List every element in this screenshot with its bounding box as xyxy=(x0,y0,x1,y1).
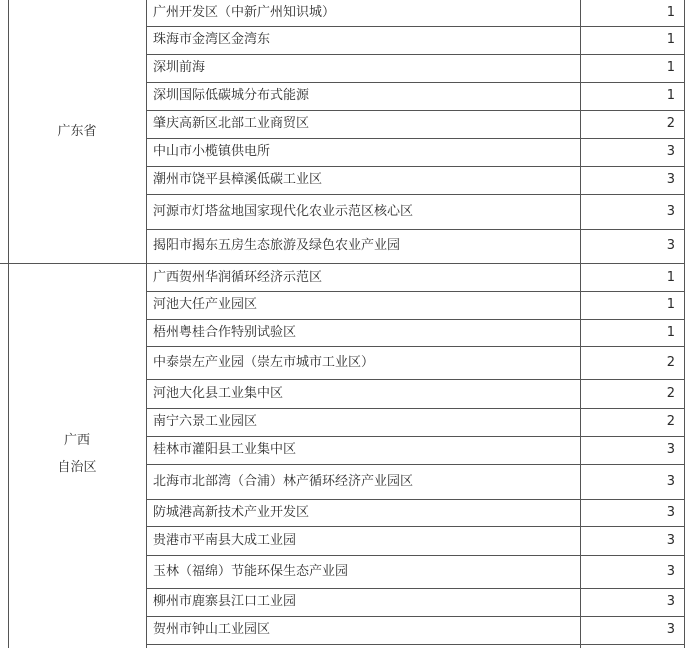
project-name: 河池大任产业园区 xyxy=(153,297,258,312)
project-name: 北海市北部湾（合浦）林产循环经济产业园区 xyxy=(153,473,414,489)
project-level: 3 xyxy=(666,532,675,548)
row-divider xyxy=(146,499,685,500)
row-divider xyxy=(146,526,685,527)
group-divider xyxy=(0,263,685,264)
project-level: 3 xyxy=(666,237,675,253)
project-level: 1 xyxy=(666,297,675,312)
project-name: 河池大化县工业集中区 xyxy=(153,385,284,401)
project-name: 桂林市灌阳县工业集中区 xyxy=(153,442,297,457)
row-divider xyxy=(146,26,685,27)
row-divider xyxy=(146,346,685,347)
row-divider xyxy=(146,379,685,380)
project-name: 贺州市钟山工业园区 xyxy=(153,622,271,637)
row-divider xyxy=(146,54,685,55)
project-level: 1 xyxy=(666,88,675,103)
project-name: 贵港市平南县大成工业园 xyxy=(153,532,297,548)
row-divider xyxy=(146,436,685,437)
row-divider xyxy=(146,194,685,195)
project-level: 2 xyxy=(666,116,675,131)
column-divider xyxy=(8,0,9,648)
row-divider xyxy=(146,644,685,645)
project-level: 3 xyxy=(666,594,675,609)
region-name: 自治区 xyxy=(57,460,97,475)
project-level: 3 xyxy=(666,504,675,520)
project-name: 深圳国际低碳城分布式能源 xyxy=(153,88,310,103)
project-name: 柳州市鹿寨县江口工业园 xyxy=(153,594,297,609)
project-level: 1 xyxy=(666,269,675,285)
row-divider xyxy=(146,110,685,111)
project-name: 揭阳市揭东五房生态旅游及绿色农业产业园 xyxy=(153,237,401,253)
project-name: 中泰崇左产业园（崇左市城市工业区） xyxy=(153,354,375,370)
row-divider xyxy=(146,588,685,589)
project-name: 玉林（福绵）节能环保生态产业园 xyxy=(153,563,349,579)
project-level: 3 xyxy=(666,442,675,457)
project-name: 珠海市金湾区金湾东 xyxy=(153,32,271,47)
project-name: 深圳前海 xyxy=(153,60,206,75)
column-divider xyxy=(684,0,685,648)
row-divider xyxy=(146,616,685,617)
row-divider xyxy=(146,408,685,409)
project-name: 广州开发区（中新广州知识城） xyxy=(153,5,336,20)
project-name: 广西贺州华润循环经济示范区 xyxy=(153,269,323,285)
row-divider xyxy=(146,229,685,230)
row-divider xyxy=(146,291,685,292)
row-divider xyxy=(146,82,685,83)
project-level: 1 xyxy=(666,324,675,340)
project-name: 梧州粤桂合作特别试验区 xyxy=(153,324,297,340)
project-level: 3 xyxy=(666,622,675,637)
project-level: 3 xyxy=(666,563,675,579)
project-name: 中山市小榄镇供电所 xyxy=(153,144,271,159)
row-divider xyxy=(146,464,685,465)
region-name: 广西 xyxy=(63,433,90,448)
project-level: 2 xyxy=(666,385,675,401)
project-level: 2 xyxy=(666,414,675,429)
row-divider xyxy=(146,166,685,167)
column-divider xyxy=(580,0,581,648)
project-name: 南宁六景工业园区 xyxy=(153,414,258,429)
project-level: 3 xyxy=(666,172,675,187)
project-level: 1 xyxy=(666,5,675,20)
project-level: 1 xyxy=(666,32,675,47)
project-level: 1 xyxy=(666,60,675,75)
project-level: 2 xyxy=(666,354,675,370)
project-level: 3 xyxy=(666,203,675,219)
column-divider xyxy=(146,0,147,648)
project-name: 潮州市饶平县樟溪低碳工业区 xyxy=(153,172,323,187)
project-name: 肇庆高新区北部工业商贸区 xyxy=(153,116,310,131)
project-name: 防城港高新技术产业开发区 xyxy=(153,504,310,520)
row-divider xyxy=(146,555,685,556)
row-divider xyxy=(146,138,685,139)
project-level: 3 xyxy=(666,144,675,159)
project-name: 河源市灯塔盆地国家现代化农业示范区核心区 xyxy=(153,203,414,219)
project-level: 3 xyxy=(666,473,675,489)
row-divider xyxy=(146,319,685,320)
region-name: 广东省 xyxy=(57,123,97,139)
